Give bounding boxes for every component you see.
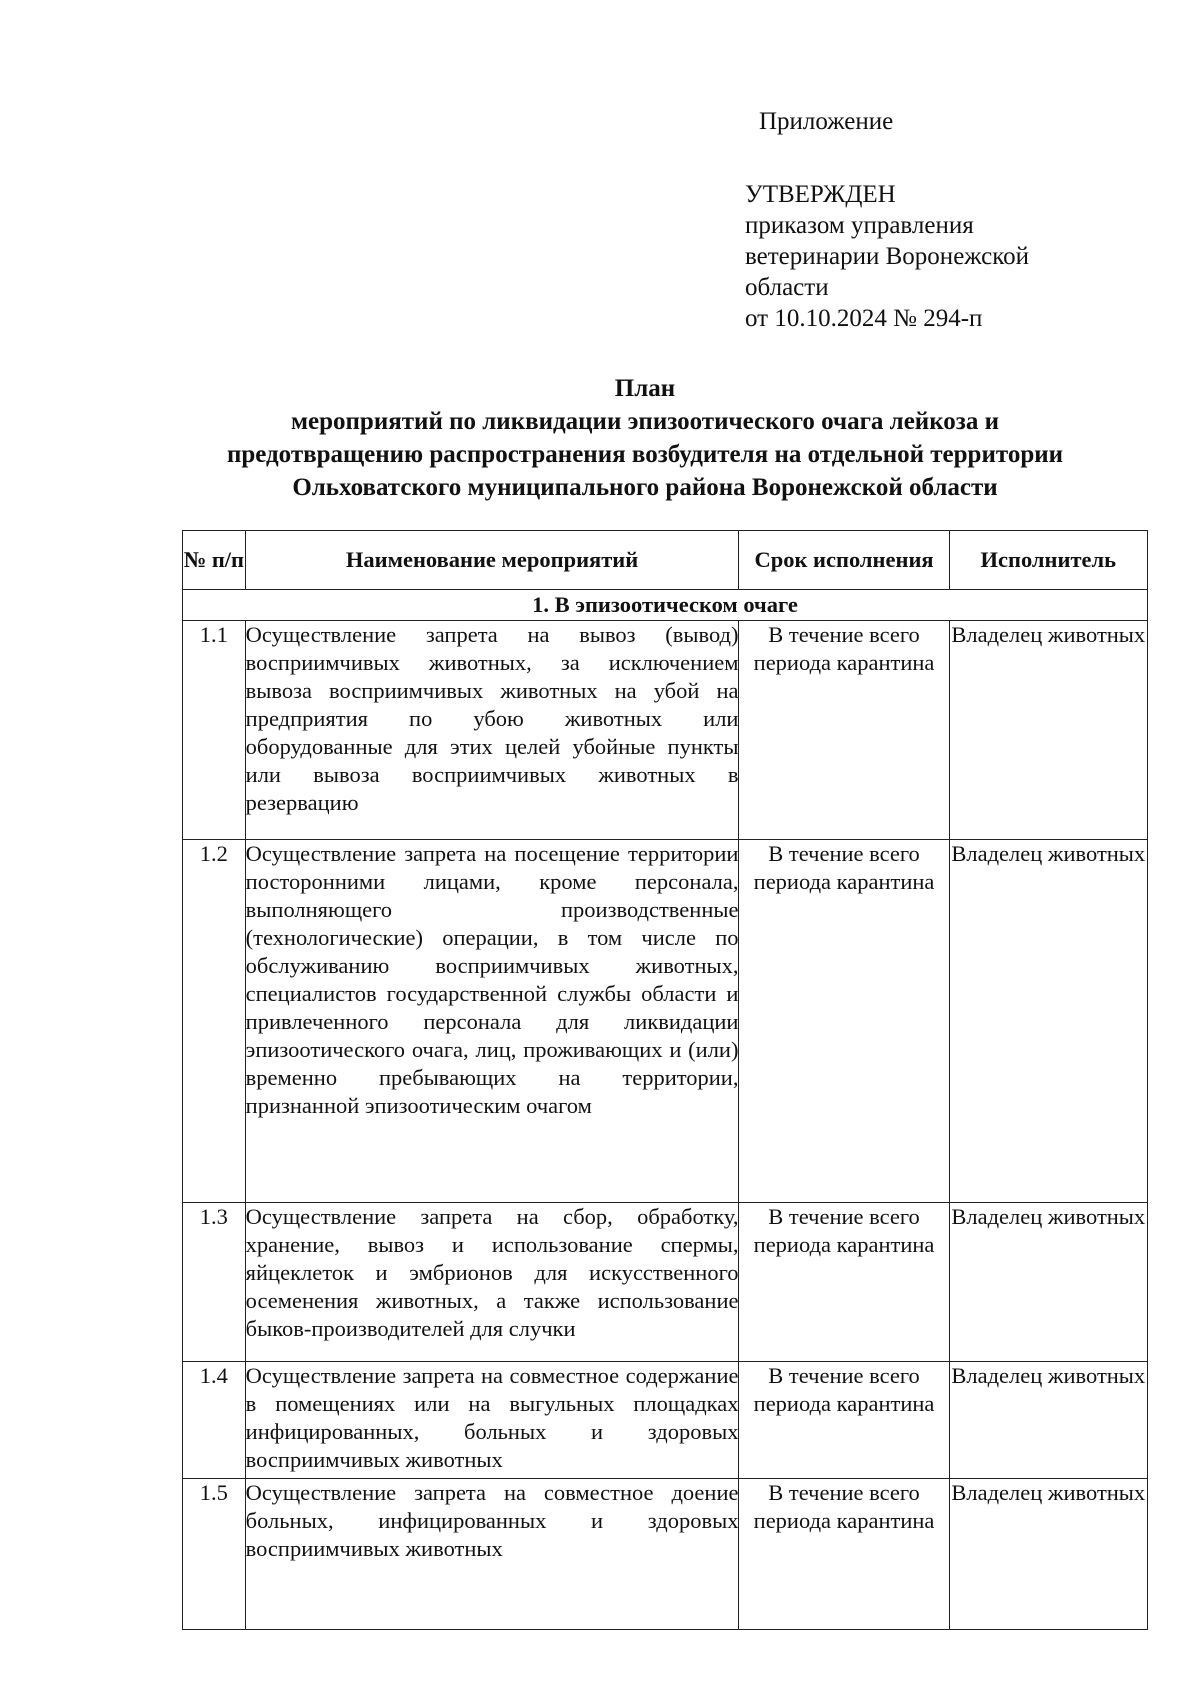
row-num: 1.1 <box>183 621 246 840</box>
row-measure: Осуществление запрета на сбор, обработку, хранение, вывоз и использование спермы, яйцеклеток и эмбрионов для искусственного осеменения животных, а также использование быков-производителей для случки <box>245 1203 739 1362</box>
row-num: 1.3 <box>183 1203 246 1362</box>
appendix-label: Приложение <box>759 108 894 135</box>
title-line: мероприятий по ликвидации эпизоотического очага лейкоза и <box>291 408 999 435</box>
row-term: В течение всего периода карантина <box>739 840 949 1203</box>
row-executor: Владелец животных <box>949 840 1147 1203</box>
title-line: Ольховатского муниципального района Воронежской области <box>292 474 998 501</box>
plan-table <box>182 530 1148 1630</box>
approval-line: области <box>745 274 829 301</box>
row-measure: Осуществление запрета на совместное содержание в помещениях или на выгульных площадках инфицированных, больных и здоровых восприимчивых животных <box>245 1362 739 1479</box>
row-term: В течение всего периода карантина <box>739 1479 949 1630</box>
table-row <box>183 621 1148 840</box>
approved-label: УТВЕРЖДЕН <box>745 181 896 208</box>
document-title <box>150 372 1140 504</box>
header-executor: Исполнитель <box>949 531 1147 590</box>
row-num: 1.2 <box>183 840 246 1203</box>
row-executor: Владелец животных <box>949 1203 1147 1362</box>
row-executor: Владелец животных <box>949 1362 1147 1479</box>
row-term: В течение всего периода карантина <box>739 1362 949 1479</box>
row-executor: Владелец животных <box>949 621 1147 840</box>
section-row <box>183 590 1148 621</box>
row-executor: Владелец животных <box>949 1479 1147 1630</box>
approval-order-date: от 10.10.2024 № 294-п <box>745 305 983 332</box>
row-term: В течение всего периода карантина <box>739 1203 949 1362</box>
approval-block <box>745 106 1029 334</box>
title-line: предотвращению распространения возбудителя на отдельной территории <box>226 441 1064 468</box>
table-row <box>183 840 1148 1203</box>
approval-line: ветеринарии Воронежской <box>745 243 1029 270</box>
table-row <box>183 1362 1148 1479</box>
header-name: Наименование мероприятий <box>245 531 739 590</box>
table-row <box>183 1479 1148 1630</box>
header-term: Срок исполнения <box>739 531 949 590</box>
title-line: План <box>614 375 676 402</box>
row-num: 1.5 <box>183 1479 246 1630</box>
row-measure: Осуществление запрета на посещение территории посторонними лицами, кроме персонала, выполняющего производственные (технологические) операции, в том числе по обслуживанию восприимчивых животных, специалистов государственной службы области и привлеченного персонала для ликвидации эпизоотического очага, лиц, проживающих и (или) временно пребывающих на территории, признанной эпизоотическим очагом <box>245 840 739 1203</box>
section-title: 1. В эпизоотическом очаге <box>183 590 1148 621</box>
table-row <box>183 1203 1148 1362</box>
row-measure: Осуществление запрета на вывоз (вывод) восприимчивых животных, за исключением вывоза восприимчивых животных на убой на предприятия по убою животных или оборудованные для этих целей убойные пункты или вывоза восприимчивых животных в резервацию <box>245 621 739 840</box>
row-measure: Осуществление запрета на совместное доение больных, инфицированных и здоровых восприимчивых животных <box>245 1479 739 1630</box>
table-header-row <box>183 531 1148 590</box>
header-num: № п/п <box>183 531 246 590</box>
approval-line: приказом управления <box>745 212 974 239</box>
row-num: 1.4 <box>183 1362 246 1479</box>
row-term: В течение всего периода карантина <box>739 621 949 840</box>
